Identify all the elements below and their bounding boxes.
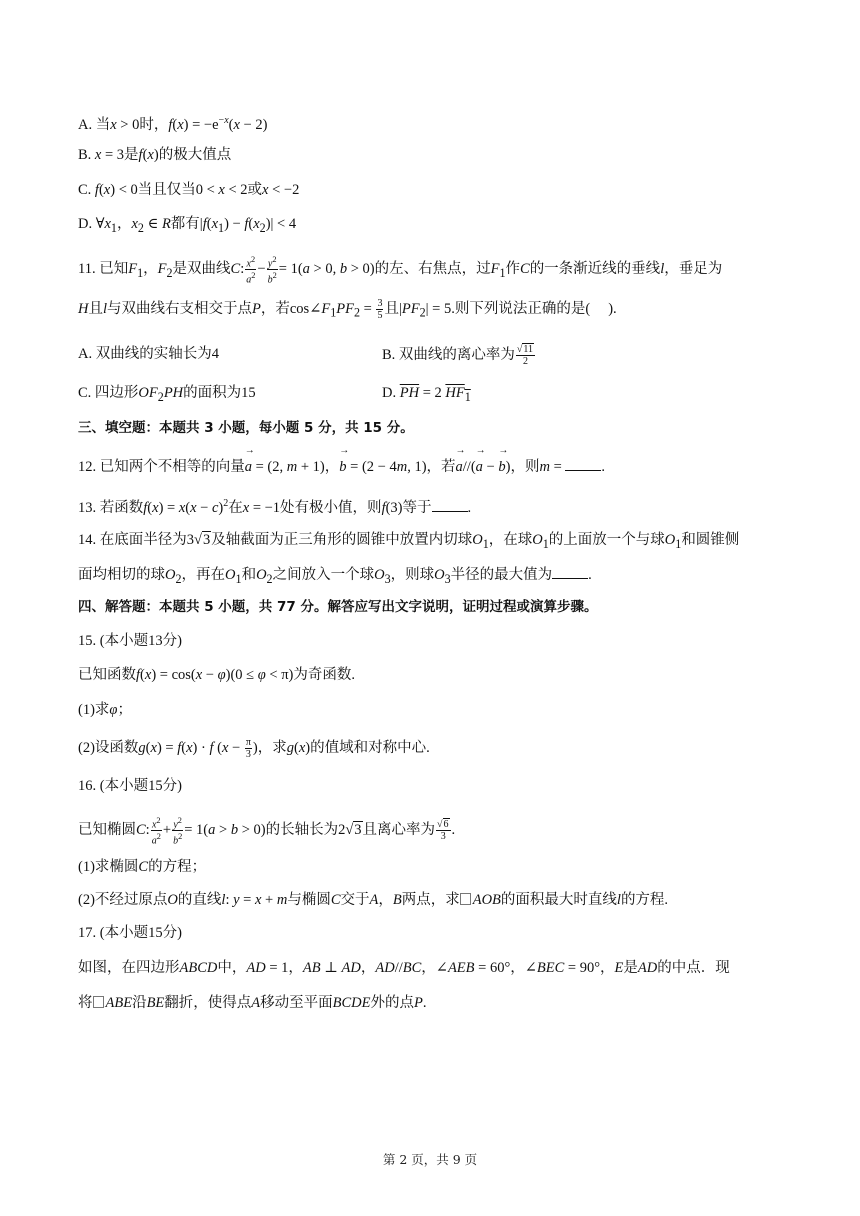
q10-option-d: D. $\forall x_1$，$x_2$ ∈ R都有$|f(x_1) - f(x_2)| < 4$ bbox=[78, 216, 297, 235]
q14-line2: 面均相切的球$O_2$，再在$O_1$和$O_2$之间放入一个球$O_3$，则球$O_3$半径的最大值为 . bbox=[78, 564, 592, 589]
q15-stem: 已知函数f(x) = cos(x − φ)(0 ≤ φ < π)为奇函数. bbox=[78, 667, 355, 683]
q13: 13. 若函数$f(x) = x(x - c)^2$在x = −1处有极小值，则f(3)等于 . bbox=[78, 498, 472, 516]
q11-option-b: B. 双曲线的离心率为 $\frac{√11}{2}$ bbox=[382, 344, 534, 367]
q16-part2: (2)不经过原点O的直线l: y = x + m与椭圆C交于A，B两点，求 AOB的面积最大时直线l的方程. bbox=[78, 892, 669, 908]
q10-option-c: C. f(x) < 0当且仅当0 < x < 2或x < −2 bbox=[78, 182, 300, 198]
missing-glyph-box bbox=[93, 996, 104, 1008]
q14-line1: 14. 在底面半径为3√3及轴截面为正三角形的圆锥中放置内切球$O_1$，在球$O_1$的上面放一个与球$O_1$和圆锥侧 bbox=[78, 532, 740, 551]
q16-header: 16. (本小题15分) bbox=[78, 778, 182, 794]
q16-stem: 已知椭圆C: $\frac{x^2}{a^2}$ + $\frac{y^2}{b^2}$ = 1(a > b > 0)的长轴长为2√3且离心率为 $\frac{√6}{3}$ . bbox=[78, 816, 456, 847]
q11-line2: H且l与双曲线右支相交于点P，若$\cos\angle F_1PF_2$ = $\frac{3}{5}$ 且$|PF_2| = 5$.则下列说法正确的是( ). bbox=[78, 298, 617, 321]
page-footer: 第 2 页，共 9 页 bbox=[382, 1152, 478, 1167]
q10-option-b: B. x = 3是f(x)的极大值点 bbox=[78, 147, 232, 163]
section4-heading: 四、解答题：本题共 5 小题，共 77 分。解答应写出文字说明，证明过程或演算步骤。 bbox=[78, 599, 598, 615]
q12: 12. 已知两个不相等的向量→ a = (2, m + 1)，→ b = (2 − 4m, 1)，若→ a//(→ a − → b)，则m = . bbox=[78, 456, 605, 477]
q17-line2: 将 ABE沿BE翻折，使得点A移动至平面BCDE外的点P. bbox=[78, 995, 427, 1011]
q11-option-a: A. 双曲线的实轴长为4 bbox=[78, 346, 219, 362]
q17-line1: 如图，在四边形ABCD中，AD = 1，AB ⊥ AD，AD//BC，∠AEB = 60°，∠BEC = 90°，E是AD的中点．现 bbox=[78, 960, 730, 976]
q10-option-a: A. 当x > 0时，$f(x) = -e^{-x}(x - 2)$ bbox=[78, 115, 268, 133]
q16-part1: (1)求椭圆C的方程； bbox=[78, 859, 207, 875]
q15-header: 15. (本小题13分) bbox=[78, 633, 182, 649]
missing-glyph-box bbox=[460, 893, 471, 905]
q15-part2: (2)设函数g(x) = f(x) · f (x − $\frac{\pi}{3}$ )，求g(x)的值域和对称中心. bbox=[78, 737, 430, 760]
q11-line1: 11. 已知$F_1$，$F_2$是双曲线C: $\frac{x^2}{a^2}$ − $\frac{y^2}{b^2}$ = 1(a > 0, b > 0)的左、右焦点，过$F_1$作C的一条渐近线的垂线l，垂足为 bbox=[78, 255, 723, 286]
section3-heading: 三、填空题：本题共 3 小题，每小题 5 分，共 15 分。 bbox=[78, 420, 414, 436]
q15-part1: (1)求φ； bbox=[78, 702, 132, 718]
q11-option-d: D. $\overline{PH} = 2$ $HF_1$ bbox=[382, 385, 471, 404]
q11-option-c: C. 四边形$OF_2PH$的面积为15 bbox=[78, 385, 256, 404]
q17-header: 17. (本小题15分) bbox=[78, 925, 182, 941]
